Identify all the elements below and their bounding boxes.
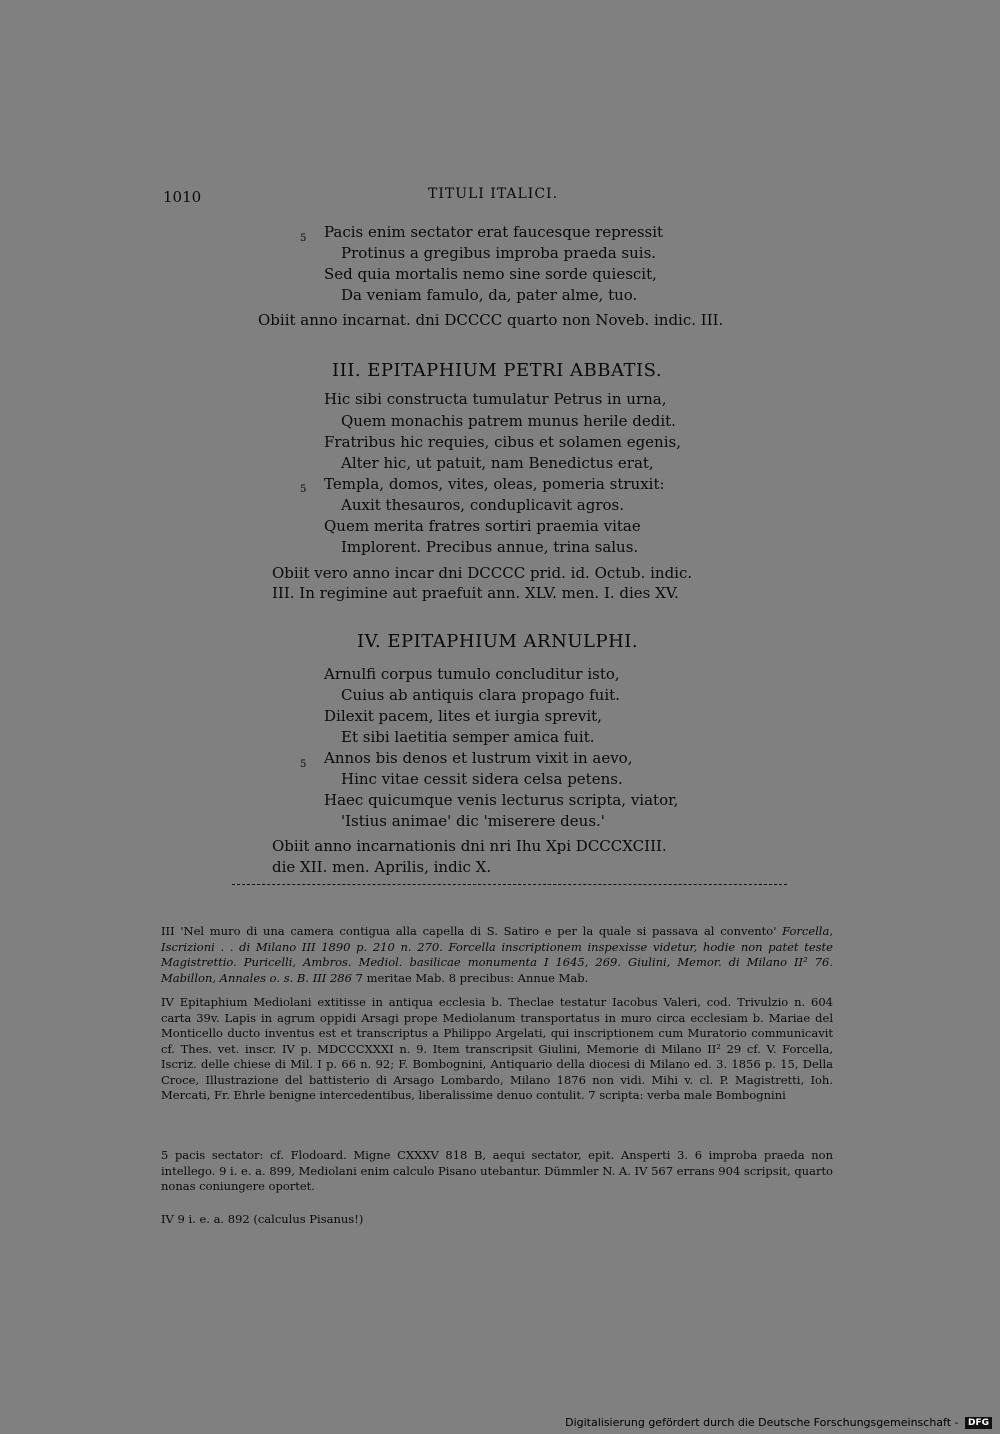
footnote-variants: 7 scripta: verba male Bombognini bbox=[588, 1088, 786, 1102]
verse-line: Hinc vitae cessit sidera celsa petens. bbox=[341, 770, 623, 788]
footnote-citation: Forcella, Iscrizioni . . di Milano III 1890 p. 210 n. 270. Forcella inscriptionem inspexisse videtur, hodie non patet teste Magistrettio. Puricelli, Ambros. Mediol. basilicae monumenta I 1645, 269. Giulini, Memor. di Milano II² 76. Mabillon, Annales o. s. B. III 286 bbox=[161, 924, 833, 985]
footnote-text: III 'Nel muro di una camera contigua alla capella di S. Satiro e per la quale si passava al convento' bbox=[161, 924, 777, 938]
verse-line: Templa, domos, vites, oleas, pomeria struxit: bbox=[324, 475, 665, 493]
credit-text: Digitalisierung gefördert durch die Deutsche Forschungsgemeinschaft - bbox=[565, 1416, 959, 1429]
verse-line: Quem merita fratres sortiri praemia vitae bbox=[324, 517, 641, 535]
obit-line: Obiit anno incarnat. dni DCCCC quarto non Noveb. indic. III. bbox=[258, 311, 724, 329]
line-number: 5 bbox=[300, 759, 307, 770]
verse-line: Implorent. Precibus annue, trina salus. bbox=[341, 538, 639, 556]
obit-line: III. In regimine aut praefuit ann. XLV. men. I. dies XV. bbox=[272, 584, 679, 602]
footnote-text: IV Epitaphium Mediolani extitisse in antiqua ecclesia b. Theclae testatur Iacobus Valeri, cod. Trivulzio n. 604 carta 39v. Lapis in agrum oppidi Arsagi prope Mediolanum transportatus in muro circa ecclesiam b. Mariae del Monticello ducto inventus est et transcriptus a Philippo Argelati, qui inscriptionem cum Muratorio communicavit cf. Thes. vet. inscr. IV p. MDCCCXXXI n. 9. Item transcripsit Giulini, Memorie di Milano II² 29 cf. V. Forcella, Iscriz. delle chiese di Mil. I p. 66 n. 92; F. Bombognini, Antiquario della diocesi di Milano ed. 3. 1856 p. 15, Della Croce, Illustrazione del battisterio di Arsago Lombardo, Milano 1876 non vidi. Mihi v. cl. P. Magistretti, Ioh. Mercati, Fr. Ehrle benigne intercedentibus, liberalissime denuo contulit. bbox=[161, 995, 833, 1102]
verse-line: Quem monachis patrem munus herile dedit. bbox=[341, 412, 676, 430]
verse-line: Sed quia mortalis nemo sine sorde quiescit, bbox=[324, 265, 657, 283]
page-number: 1010 bbox=[163, 188, 202, 206]
footnote-5: 5 pacis sectator: cf. Flodoard. Migne CXXXV 818 B, aequi sectator, epit. Ansperti 3. 6 improba praeda non intellego. 9 i. e. a. 899, Mediolani enim calculo Pisano utebantur. Dümmler N. A. IV 567 errans 904 scripsit, quarto nonas coniungere oportet. bbox=[161, 1148, 833, 1193]
section-heading: IV. EPITAPHIUM ARNULPHI. bbox=[357, 631, 639, 652]
obit-line: Obiit anno incarnationis dni nri Ihu Xpi DCCCXCIII. bbox=[272, 837, 667, 855]
obit-line: Obiit vero anno incar dni DCCCC prid. id. Octub. indic. bbox=[272, 564, 693, 582]
verse-line: Annos bis denos et lustrum vixit in aevo, bbox=[324, 749, 633, 767]
footnote-divider bbox=[232, 884, 787, 885]
verse-line: Alter hic, ut patuit, nam Benedictus erat, bbox=[341, 454, 654, 472]
running-title: TITULI ITALICI. bbox=[428, 186, 559, 202]
verse-line: 'Istius animae' dic 'miserere deus.' bbox=[341, 812, 605, 830]
verse-line: Et sibi laetitia semper amica fuit. bbox=[341, 728, 595, 746]
verse-line: Fratribus hic requies, cibus et solamen egenis, bbox=[324, 433, 681, 451]
section-heading: III. EPITAPHIUM PETRI ABBATIS. bbox=[332, 360, 663, 381]
footnote-variants: 7 meritae Mab. 8 precibus: Annue Mab. bbox=[355, 970, 589, 985]
verse-line: Arnulfi corpus tumulo concluditur isto, bbox=[324, 665, 620, 683]
line-number: 5 bbox=[300, 484, 307, 495]
obit-line: die XII. men. Aprilis, indic X. bbox=[272, 858, 492, 876]
verse-line: Auxit thesauros, conduplicavit agros. bbox=[341, 496, 625, 514]
verse-line: Haec quicumque venis lecturus scripta, viator, bbox=[324, 791, 679, 809]
verse-line: Protinus a gregibus improba praeda suis. bbox=[341, 244, 657, 262]
dfg-logo: DFG bbox=[965, 1417, 992, 1429]
verse-line: Pacis enim sectator erat faucesque repressit bbox=[324, 223, 664, 241]
footnote-iv9: IV 9 i. e. a. 892 (calculus Pisanus!) bbox=[161, 1212, 364, 1226]
verse-line: Dilexit pacem, lites et iurgia sprevit, bbox=[324, 707, 602, 725]
verse-line: Hic sibi constructa tumulatur Petrus in urna, bbox=[324, 390, 667, 408]
footnote-iii bbox=[161, 924, 833, 986]
dfg-credit bbox=[565, 1416, 992, 1429]
verse-line: Cuius ab antiquis clara propago fuit. bbox=[341, 686, 620, 704]
verse-line: Da veniam famulo, da, pater alme, tuo. bbox=[341, 286, 638, 304]
footnote-iv bbox=[161, 995, 833, 1104]
line-number: 5 bbox=[300, 233, 307, 244]
